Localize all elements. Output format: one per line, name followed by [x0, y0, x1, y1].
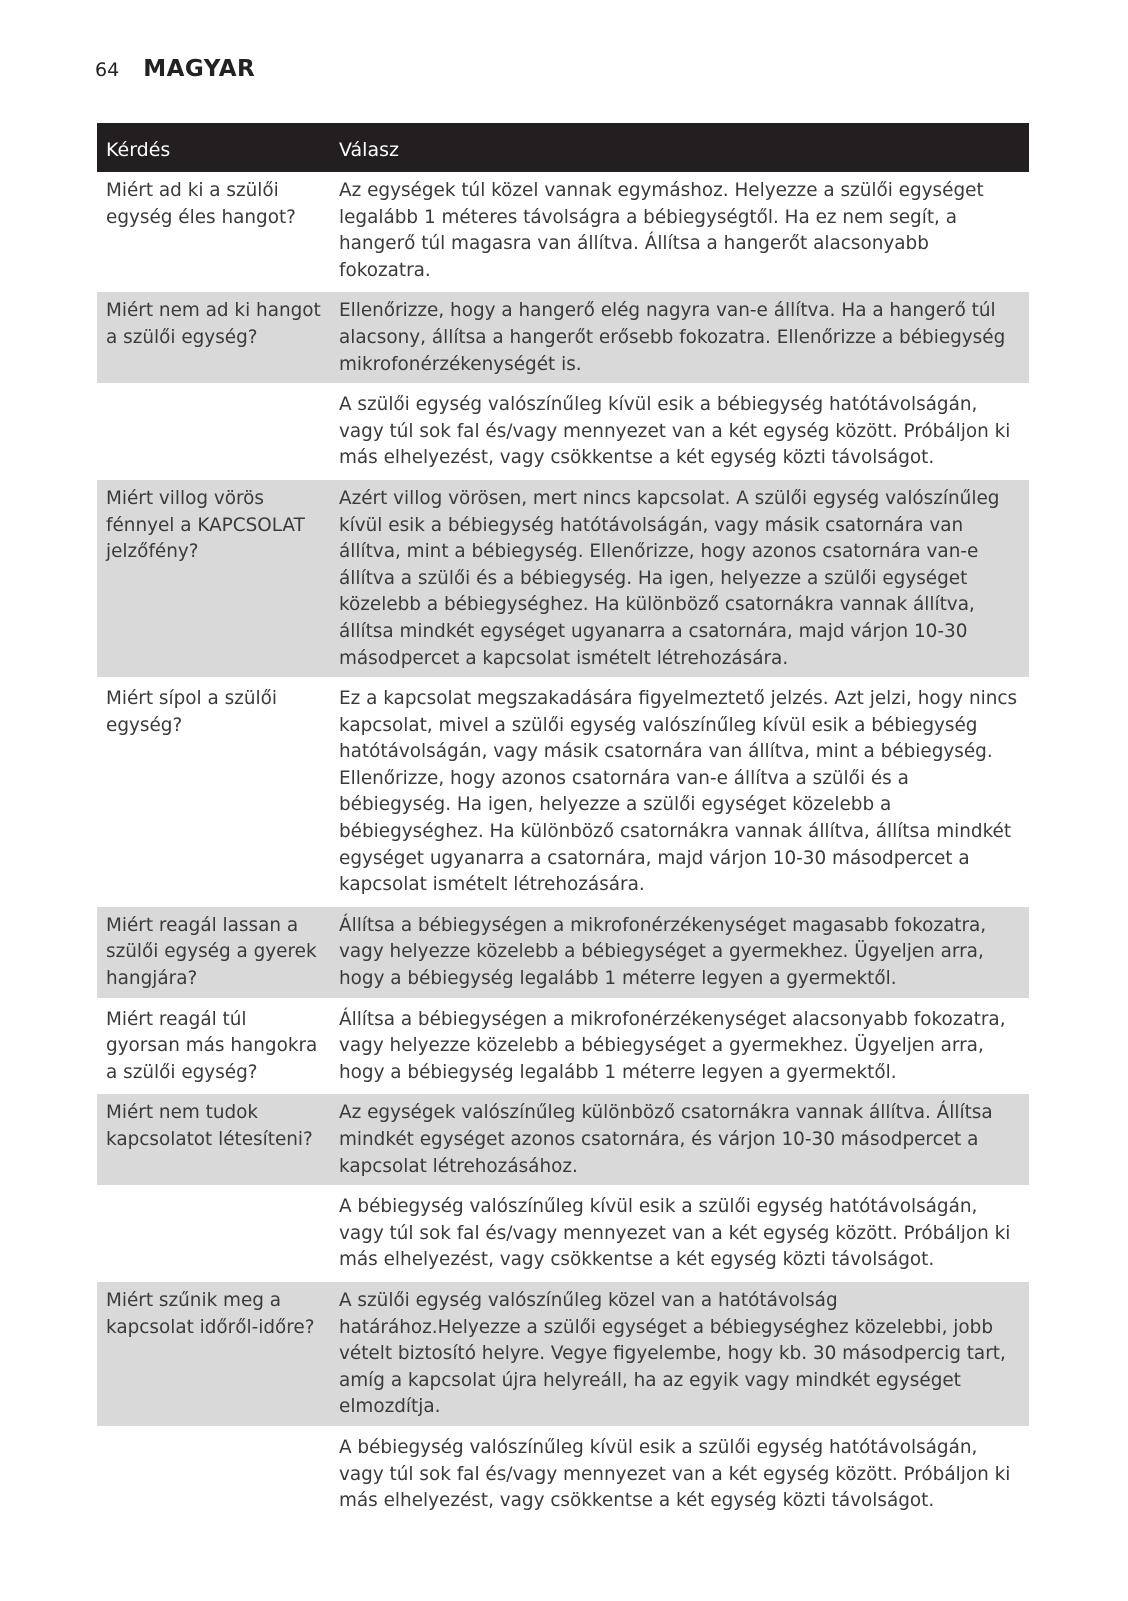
table-row: [97, 478, 1029, 678]
answer-cell: Állítsa a bébiegységen a mikrofonérzékenységet magasabb fokozatra, vagy helyezze közelebb a bébiegységet a gyermekhez. Ügyeljen arra, hogy a bébiegység legalább 1 méterre legyen a gyermektől.: [330, 905, 1029, 999]
answer-cell: Ellenőrizze, hogy a hangerő elég nagyra van-e állítva. Ha a hangerő túl alacsony, állítsa a hangerőt erősebb fokozatra. Ellenőrizze a bébiegység mikrofonérzékenységét is.: [330, 291, 1029, 385]
table-row: [97, 1093, 1029, 1187]
page-header: [95, 56, 255, 82]
question-cell: Miért szűnik meg a kapcsolat időről-időre?: [97, 1280, 330, 1427]
answer-cell: A szülői egység valószínűleg közel van a hatótávolság határához.Helyezze a szülői egységet a bébiegységhez közelebbi, jobb vételt biztosító helyre. Vegye figyelembe, hogy kb. 30 másodpercig tart, amíg a kapcsolat újra helyreáll, ha az egyik vagy mindkét egységet elmozdítja.: [330, 1280, 1029, 1427]
question-cell: [97, 1187, 330, 1281]
question-cell: Miért sípol a szülői egység?: [97, 679, 330, 906]
table-body: [97, 172, 1029, 1520]
column-header-answer: Válasz: [330, 123, 1029, 172]
table-header-row: [97, 123, 1029, 172]
answer-cell: Az egységek túl közel vannak egymáshoz. Helyezze a szülői egységet legalább 1 méteres távolságra a bébiegységtől. Ha ez nem segít, a hangerő túl magasra van állítva. Állítsa a hangerőt alacsonyabb fokozatra.: [339, 180, 984, 281]
question-cell: Miért villog vörös fénnyel a KAPCSOLAT jelzőfény?: [97, 478, 330, 678]
answer-cell: Az egységek valószínűleg különböző csatornákra vannak állítva. Állítsa mindkét egységet azonos csatornára, és várjon 10-30 másodpercet a kapcsolat létrehozásához.: [330, 1093, 1029, 1187]
question-cell: Miért ad ki a szülői egység éles hangot?: [106, 180, 296, 228]
table-row: [97, 679, 1029, 906]
question-cell: Miért nem tudok kapcsolatot létesíteni?: [97, 1093, 330, 1187]
table-row: [97, 1280, 1029, 1427]
answer-cell: Azért villog vörösen, mert nincs kapcsolat. A szülői egység valószínűleg kívül esik a bébiegység hatótávolságán, vagy másik csatornára van állítva, mint a bébiegység. Ellenőrizze, hogy azonos csatornára van-e állítva a szülői és a bébiegység. Ha igen, helyezze a szülői egységet közelebb a bébiegységhez. Ha különböző csatornákra vannak állítva, állítsa mindkét egységet ugyanarra a csatornára, majd várjon 10-30 másodpercet a kapcsolat ismételt létrehozására.: [330, 478, 1029, 678]
question-cell: Miért nem ad ki hangot a szülői egység?: [97, 291, 330, 385]
section-title: MAGYAR: [143, 56, 256, 82]
question-cell: [97, 1427, 330, 1519]
answer-cell: A szülői egység valószínűleg kívül esik a bébiegység hatótávolságán, vagy túl sok fal és/vagy mennyezet van a két egység között. Próbáljon ki más elhelyezést, vagy csökkentse a két egység közti távolságot.: [330, 385, 1029, 479]
table-row: [97, 905, 1029, 999]
answer-cell: Állítsa a bébiegységen a mikrofonérzékenységet alacsonyabb fokozatra, vagy helyezze közelebb a bébiegységet a gyermekhez. Ügyeljen arra, hogy a bébiegység legalább 1 méterre legyen a gyermektől.: [330, 999, 1029, 1093]
table-row: [97, 291, 1029, 385]
question-cell: Miért reagál lassan a szülői egység a gyerek hangjára?: [97, 905, 330, 999]
answer-cell: Ez a kapcsolat megszakadására figyelmeztető jelzés. Azt jelzi, hogy nincs kapcsolat, mivel a szülői egység valószínűleg kívül esik a bébiegység hatótávolságán, vagy másik csatornára van állítva, mint a bébiegység. Ellenőrizze, hogy azonos csatornára van-e állítva a szülői és a bébiegység. Ha igen, helyezze a szülői egységet közelebb a bébiegységhez. Ha különböző csatornákra vannak állítva, állítsa mindkét egységet ugyanarra a csatornára, majd várjon 10-30 másodpercet a kapcsolat ismételt létrehozására.: [330, 679, 1029, 906]
question-cell: Miért reagál túl gyorsan más hangokra a szülői egység?: [97, 999, 330, 1093]
column-header-question: Kérdés: [97, 123, 330, 172]
troubleshooting-table: [97, 123, 1029, 1520]
table-row: [97, 172, 1029, 291]
page-number: 64: [95, 59, 120, 81]
answer-cell: A bébiegység valószínűleg kívül esik a szülői egység hatótávolságán, vagy túl sok fal és/vagy mennyezet van a két egység között. Próbáljon ki más elhelyezést, vagy csökkentse a két egység közti távolságot.: [330, 1187, 1029, 1281]
table-row: [97, 999, 1029, 1093]
question-cell: [97, 385, 330, 479]
table-row: [97, 385, 1029, 479]
table-row: [97, 1187, 1029, 1281]
answer-cell: A bébiegység valószínűleg kívül esik a szülői egység hatótávolságán, vagy túl sok fal és/vagy mennyezet van a két egység között. Próbáljon ki más elhelyezést, vagy csökkentse a két egység közti távolságot.: [330, 1427, 1029, 1519]
table-row: [97, 1427, 1029, 1519]
